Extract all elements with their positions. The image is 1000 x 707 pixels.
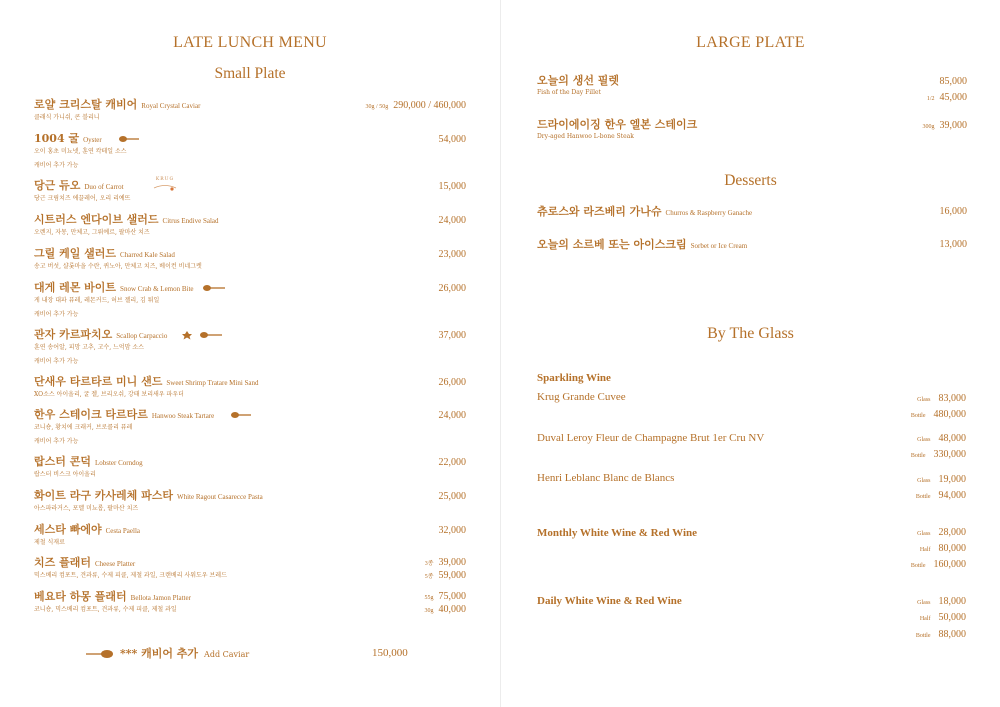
wine-name: Monthly White Wine & Red Wine: [537, 527, 698, 539]
wine-price: Bottle 88,000: [915, 629, 966, 640]
wine-price: Half 80,000: [919, 543, 966, 554]
menu-item: [34, 213, 466, 238]
item-price: 300g 39,000: [922, 120, 967, 131]
menu-item: [34, 523, 466, 548]
menu-item: [34, 590, 466, 615]
wine-price: Glass 28,000: [917, 527, 966, 538]
item-price: 24,000: [438, 215, 466, 226]
item-price: 54,000: [438, 134, 466, 145]
menu-item: [34, 132, 466, 171]
by-the-glass-heading: By The Glass: [707, 325, 794, 342]
item-name-ko: 치즈 플래터: [34, 556, 91, 569]
item-name-en: Sorbet or Ice Cream: [690, 242, 748, 250]
menu-item: [34, 489, 466, 514]
item-name-ko: 세스타 빠에야: [34, 523, 102, 536]
add-caviar-ko: *** 캐비어 추가: [120, 647, 199, 660]
item-name-ko: 랍스터 콘덕: [34, 455, 91, 468]
item-name-en: Scallop Carpaccio: [116, 332, 168, 340]
item-description: 게 내장 대파 퓨레, 레몬커드, 허브 젤리, 김 튀일: [34, 297, 160, 304]
desserts-heading: Desserts: [724, 172, 777, 189]
item-description: 코니숑, 황치에 크래커, 브로콜리 퓨레: [34, 424, 133, 431]
item-price: 15,000: [438, 181, 466, 192]
item-name-en: Cheese Platter: [94, 560, 136, 568]
wine-name: Daily White Wine & Red Wine: [537, 595, 682, 607]
item-name-ko: 로얄 크리스탈 캐비어: [34, 98, 138, 111]
item-name-ko: 오늘의 생선 필렛: [537, 74, 620, 87]
wine-price: Glass 19,000: [917, 474, 966, 485]
item-description: 클래식 가니쉬, 콘 블리니: [34, 114, 100, 121]
item-name-en: Citrus Endive Salad: [162, 217, 219, 225]
menu-item: [34, 455, 466, 480]
item-name-en: Sweet Shrimp Tratare Mini Sand: [166, 379, 259, 387]
item-price: 16,000: [939, 206, 967, 217]
item-name-en: Oyster: [83, 136, 102, 144]
item-note: 캐비어 추가 가능: [34, 311, 79, 318]
item-name-ko: 츄로스와 라즈베리 가나슈: [537, 205, 662, 218]
item-description: 당근 크림치즈 에끌레어, 오리 리예뜨: [34, 195, 131, 202]
item-name-en: Snow Crab & Lemon Bite: [120, 285, 194, 293]
menu-item: [34, 98, 466, 123]
item-note: 캐비어 추가 가능: [34, 162, 79, 169]
menu-item: [34, 556, 466, 581]
right-page: [501, 0, 1000, 707]
spoon-icon: [202, 284, 226, 292]
add-caviar-en: Add Caviar: [204, 650, 250, 659]
menu-item: [537, 74, 967, 103]
item-name-en: Lobster Corndog: [94, 459, 143, 467]
spoon-icon: [118, 135, 140, 143]
item-note: 캐비어 추가 가능: [34, 358, 79, 365]
item-name-ko: 화이트 라구 카사레체 파스타: [34, 489, 173, 502]
wine-name: Krug Grande Cuvee: [537, 391, 626, 403]
wine-price: Glass 48,000: [917, 433, 966, 444]
item-name-en: Royal Crystal Caviar: [141, 102, 201, 110]
item-description: 제철 식재료: [34, 539, 65, 546]
item-name-en: Fish of the Day Fillet: [537, 89, 601, 96]
item-name-ko: 한우 스테이크 타르타르: [34, 408, 148, 421]
add-caviar-line: [86, 645, 416, 661]
item-price: 32,000: [438, 525, 466, 536]
item-description: 오이 홍초 미뇨넷, 훈연 칵테일 소스: [34, 148, 127, 155]
item-price-alt: 1/2 45,000: [926, 92, 967, 103]
krug-logo: KRUG: [150, 177, 180, 194]
wine-price: Bottle 94,000: [915, 490, 966, 501]
wine-name: Duval Leroy Fleur de Champagne Brut 1er Cru NV: [537, 432, 765, 444]
menu-item: [34, 408, 466, 447]
wine-price: Bottle 480,000: [910, 409, 966, 420]
item-name-en: White Ragout Casarecce Pasta: [177, 493, 263, 501]
menu-item: [34, 328, 466, 367]
item-description: 랍스터 비스크 아이올리: [34, 471, 96, 478]
wine-price: Bottle 160,000: [910, 559, 966, 570]
item-name-en: Duo of Carrot: [84, 183, 124, 191]
item-price: 3종 39,000: [424, 557, 466, 568]
large-plate-title: LARGE PLATE: [696, 34, 805, 51]
late-lunch-title: LATE LUNCH MENU: [173, 34, 327, 51]
spoon-icon: [230, 411, 252, 419]
wine-price: Half 50,000: [919, 612, 966, 623]
item-name-ko: 당근 듀오: [34, 179, 81, 192]
item-price: 26,000: [438, 283, 466, 294]
spoon-icon: [199, 331, 223, 339]
item-name-en: Dry-aged Hanwoo L-bone Steak: [537, 133, 634, 140]
menu-item: [34, 375, 466, 400]
item-name-ko: 시트러스 엔다이브 샐러드: [34, 213, 159, 226]
item-price: 24,000: [438, 410, 466, 421]
item-description: 훈연 송어알, 피망 고추, 고수, 느억맘 소스: [34, 344, 144, 351]
menu-item: [537, 118, 967, 142]
menu-item: [34, 179, 466, 204]
menu-item: [537, 238, 967, 253]
item-price: 23,000: [438, 249, 466, 260]
item-description: 오렌지, 자몽, 만체고, 그뤼예르, 팔마산 치즈: [34, 229, 150, 236]
item-description: 송고 버섯, 샬롯마을 수란, 퀴노아, 만체고 치즈, 베이컨 비네그렛: [34, 263, 202, 270]
sparkling-wine-label: Sparkling Wine: [537, 372, 611, 384]
item-description: 코니숑, 믹스베리 컴포트, 견과류, 수제 피클, 제철 과일: [34, 606, 177, 613]
item-name-ko: 베요타 하몽 플래터: [34, 590, 127, 603]
leaf-icon: [181, 330, 193, 340]
item-description: XO소스 아이올리, 굴 젤, 브리오쉬, 강태 보리새우 파우더: [34, 391, 184, 398]
item-name-ko: 관자 카르파치오: [34, 328, 113, 341]
menu-item: [34, 281, 466, 320]
item-name-ko: 오늘의 소르베 또는 아이스크림: [537, 238, 687, 251]
item-price: 13,000: [939, 239, 967, 250]
item-price: 85,000: [939, 76, 967, 87]
krug-emblem-icon: [152, 183, 178, 191]
item-name-ko: 단새우 타르타르 미니 샌드: [34, 375, 163, 388]
item-price: 55g 75,000: [424, 591, 466, 602]
item-name-en: Hanwoo Steak Tartare: [151, 412, 215, 420]
wine-price: Glass 18,000: [917, 596, 966, 607]
item-price: 26,000: [438, 377, 466, 388]
item-name-en: Bellota Jamon Platter: [130, 594, 191, 602]
item-name-ko: 드라이에이징 한우 엘본 스테이크: [537, 118, 698, 131]
item-description: 아스파라거스, 포멜 미뇨롭, 팔마산 치즈: [34, 505, 139, 512]
item-price: 37,000: [438, 330, 466, 341]
item-price: 25,000: [438, 491, 466, 502]
item-name-ko: 대게 레몬 바이트: [34, 281, 117, 294]
wine-price: Bottle 330,000: [910, 449, 966, 460]
spoon-icon: [86, 649, 114, 659]
item-name-en: Charred Kale Salad: [120, 251, 175, 259]
item-name-en: Cesta Paella: [105, 527, 140, 535]
small-plate-heading: Small Plate: [214, 65, 286, 82]
item-note: 캐비어 추가 가능: [34, 438, 79, 445]
wine-name: Henri Leblanc Blanc de Blancs: [537, 472, 675, 484]
item-price-alt: 30g 40,000: [424, 604, 466, 615]
item-name-en: Churros & Raspberry Ganache: [665, 209, 753, 217]
menu-item: [537, 205, 967, 220]
item-name-ko: 1004 굴: [34, 132, 80, 145]
item-description: 믹스베리 컴포트, 견과류, 수제 피클, 제철 과일, 크랜베리 사워도우 브레드: [34, 572, 227, 579]
item-price-alt: 5종 59,000: [424, 570, 466, 581]
add-caviar-price: 150,000: [372, 647, 408, 659]
wine-price: Glass 83,000: [917, 393, 966, 404]
item-price: 30g / 50g 290,000 / 460,000: [365, 100, 466, 111]
item-price: 22,000: [438, 457, 466, 468]
item-name-ko: 그릴 케일 샐러드: [34, 247, 117, 260]
menu-item: [34, 247, 466, 272]
